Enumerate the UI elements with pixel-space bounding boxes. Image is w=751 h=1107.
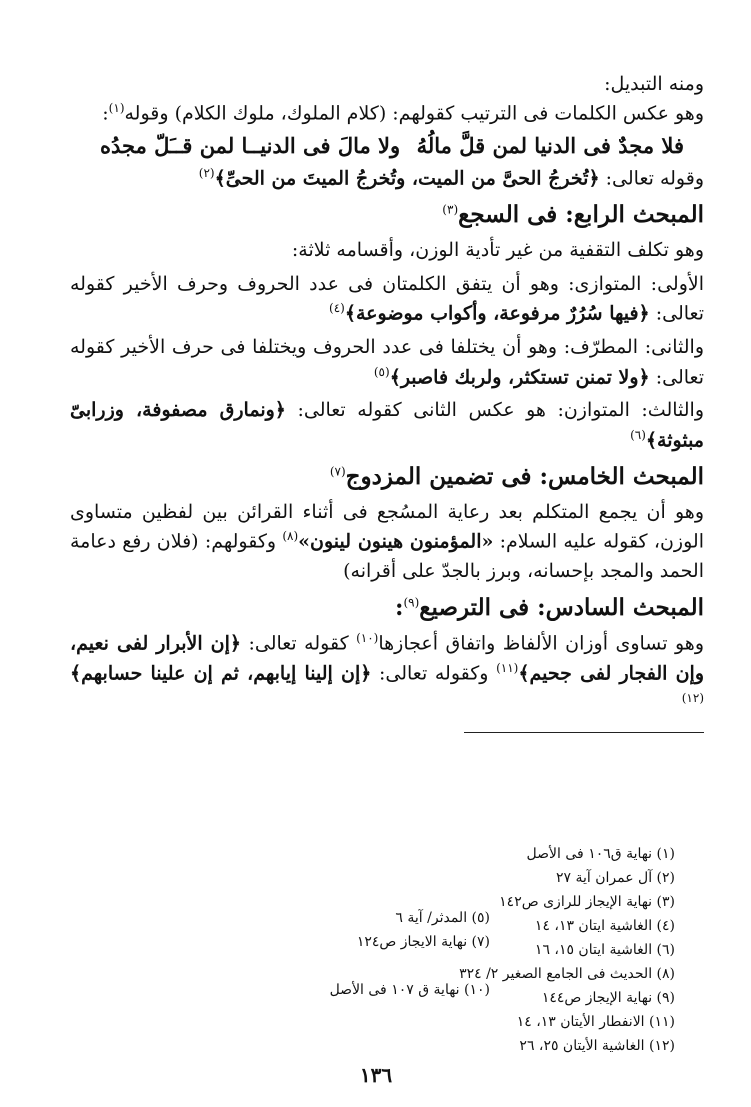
- section-heading-5: [70, 460, 704, 495]
- quote-intro: وقوله تعالى:: [599, 167, 704, 190]
- paragraph-text: والثانى: المطرّف: وهو أن يختلفا فى عدد الحروف ويختلفا فى حرف الأخير كقوله تعالى:: [70, 336, 704, 388]
- section-heading-6: [70, 591, 704, 626]
- paragraph-section-5: [70, 498, 704, 587]
- footnote-3: (٣) نهاية الإيجاز للرازى ص١٤٢: [499, 894, 675, 910]
- footnote-ref-8[interactable]: (٨): [282, 529, 299, 544]
- intro-text: ومنه التبديل:: [604, 73, 704, 95]
- footnote-ref-1[interactable]: (١): [108, 101, 125, 116]
- heading-text: المبحث السادس: فى الترصيع: [419, 593, 704, 621]
- paragraph-text-continued: وكقولهم: (فلان رفع دعامة الحمد والمجد بإحسانه، وبرز بالجدّ على أقرانه): [70, 530, 704, 583]
- footnote-10: (١٠) نهاية ق ١٠٧ فى الأصل: [329, 982, 490, 998]
- footnote-11: (١١) الانفطار الأيتان ١٣، ١٤: [516, 1014, 675, 1030]
- paragraph-first-type: [70, 270, 704, 329]
- paragraph-text: الأولى: المتوازى: وهو أن يتفق الكلمتان فى عدد الحروف وحرف الأخير كقوله تعالى:: [70, 272, 704, 325]
- paragraph-text: وكقوله تعالى:: [371, 662, 497, 685]
- footnote-7: (٧) نهاية الايجاز ص١٢٤: [356, 934, 490, 950]
- quran-quote: ﴿ولا تمنن تستكثر، ولربك فاصبر﴾: [389, 365, 650, 388]
- page-body: [70, 70, 704, 743]
- paragraph-text: والثالث: المتوازن: هو عكس الثانى كقوله تعالى:: [285, 399, 704, 422]
- footnote-ref-9[interactable]: (٩): [403, 595, 420, 609]
- paragraph-text: كقوله تعالى:: [241, 632, 357, 655]
- footnote-spacer: [300, 954, 490, 978]
- section-4-intro-text: وهو تكلف التقفية من غير تأدية الوزن، وأقسامه ثلاثة:: [291, 239, 704, 262]
- footnote-ref-12[interactable]: (١٢): [681, 690, 704, 705]
- footnote-5: (٥) المدثر/ آية ٦: [395, 910, 490, 926]
- paragraph-text: وهو تساوى أوزان الألفاظ واتفاق أعجازها: [378, 632, 704, 655]
- paragraph-text: وهو أن يجمع المتكلم بعد رعاية المسُجع فى أثناء القرائن بين لفظين متساوى الوزن، كقوله عليه السلام:: [70, 501, 704, 553]
- quran-quote: ﴿تُخرجُ الحىَّ من الميت، وتُخرجُ الميتَ من الحىِّ﴾: [214, 167, 600, 190]
- footnote-divider: [464, 732, 704, 733]
- poetry-verse: [100, 133, 684, 158]
- footnote-9: (٩) نهاية الإيجاز ص١٤٤: [541, 990, 675, 1006]
- hadith-quote: «المؤمنون هينون لينون»: [298, 530, 494, 553]
- quran-quote: ﴿إن إلينا إيابهم، ثم إن علينا حسابهم﴾: [70, 662, 372, 685]
- heading-text: المبحث الرابع: فى السجع: [458, 200, 704, 228]
- definition-line: وهو عكس الكلمات فى الترتيب كقولهم: (كلام الملوك، ملوك الكلام) وقوله$^{(١)}$:: [102, 101, 704, 125]
- footnote-ref-4[interactable]: (٤): [329, 301, 345, 316]
- footnote-ref-10[interactable]: (١٠): [356, 631, 379, 646]
- definition-text: وهو عكس الكلمات فى الترتيب كقولهم: (كلام الملوك، ملوك الكلام) وقوله: [124, 102, 704, 125]
- quran-quote: ﴿فيها سُرُرٌ مرفوعة، وأكواب موضوعة﴾: [344, 302, 650, 325]
- intro-line: [70, 70, 704, 99]
- page-number: ١٣٦: [359, 1063, 393, 1087]
- paragraph-second-type: [70, 333, 704, 392]
- section-4-intro: [70, 236, 704, 265]
- verse-hemistich-left: ولا مالَ فى الدنيــا لمن قــَلّ مجدُه: [100, 133, 401, 159]
- paragraph-section-6: [70, 629, 704, 718]
- footnote-ref-2[interactable]: (٢): [198, 166, 215, 181]
- footnote-12: (١٢) الغاشية الأيتان ٢٥، ٢٦: [519, 1038, 675, 1054]
- quran-quote-line: [70, 164, 704, 194]
- footnote-ref-7[interactable]: (٧): [329, 463, 346, 478]
- footnote-4: (٤) الغاشية ايتان ١٣، ١٤: [534, 918, 675, 934]
- paragraph-third-type: [70, 396, 704, 455]
- footnote-ref-3[interactable]: (٣): [442, 202, 459, 217]
- footnote-ref-11[interactable]: (١١): [496, 660, 519, 675]
- footnote-ref-6[interactable]: (٦): [630, 427, 646, 442]
- heading-colon: :: [394, 593, 404, 621]
- heading-text: المبحث الخامس: فى تضمين المزدوج: [345, 462, 704, 490]
- footnote-2: (٢) آل عمران آية ٢٧: [555, 870, 675, 886]
- footnote-8: (٨) الحديث فى الجامع الصغير ٢/ ٣٢٤: [459, 966, 675, 982]
- verse-hemistich-right: فلا مجدٌ فى الدنيا لمن قلَّ مالُهُ: [416, 133, 684, 159]
- footnote-6: (٦) الغاشية ايتان ١٥، ١٦: [534, 942, 675, 958]
- section-heading-4: [70, 198, 704, 233]
- footnote-ref-5[interactable]: (٥): [373, 364, 390, 379]
- footnote-1: (١) نهاية ق١٠٦ فى الأصل: [526, 846, 675, 862]
- quran-quote: ﴿إن الأبرار لفى نعيم، وإن الفجار لفى جحيم﴾: [70, 632, 704, 685]
- quran-quote: ﴿ونمارق مصفوفة، وزرابىّ مبثوثة﴾: [70, 399, 704, 452]
- footnotes-left-column: [300, 906, 490, 1002]
